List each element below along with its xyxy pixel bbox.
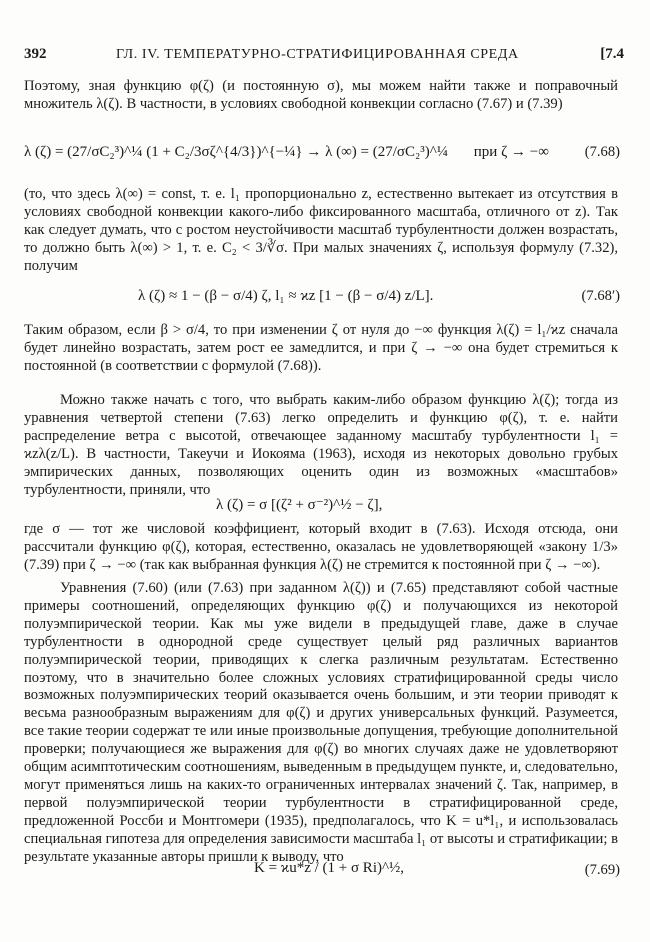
equation-7-68 <box>24 142 549 162</box>
equation-label-7-68-prime: (7.68′) <box>581 288 620 304</box>
equation-label-7-69: (7.69) <box>584 862 620 878</box>
chapter-title: ГЛ. IV. ТЕМПЕРАТУРНО-СТРАТИФИЦИРОВАННАЯ СРЕДА <box>116 47 519 62</box>
paragraph-6: Уравнения (7.60) (или (7.63) при заданном λ(ζ)) и (7.65) представляют собой частные примеры соотношений, определяющих функцию φ(ζ) и получающихся из некоторой полуэмпирической теории. Как мы уже видели в предыдущей главе, даже в случае турбулентности в однородной среде существует целый ряд различных вариантов полуэмпирической теории, приводящих к слегка различным результатам. Естественно поэтому, что в значительно более сложных условиях стратифицированной среды число возможных полуэмпирических теорий оказывается очень большим, и эти теории приводят к весьма разнообразным выражениям для φ(ζ) и других универсальных функций. Разумеется, все такие теории содержат те или иные произвольные допущения, требующие дополнительной проверки; получающиеся же выражения для φ(ζ) во многих случаях даже не удовлетворяют общим асимптотическим соотношениям, выведенным в предыдущем пункте, и, следовательно, могут применяться лишь на каких-то ограниченных интервалах значений ζ. Так, например, в первой полуэмпирической теории турбулентности в стратифицированной среде, предложенной Россби и Монтгомери (1935), предполагалось, что K = u*l₁, и использовалась специальная гипотеза для определения зависимости масштаба l₁ от высоты и стратификации; в результате указанные авторы пришли к выводу, что <box>24 580 618 865</box>
paragraph-1: Поэтому, зная функцию φ(ζ) (и постоянную σ), мы можем найти также и поправочный множитель λ(ζ). В частности, в условиях свободной конвекции согласно (7.67) и (7.39) <box>24 78 618 112</box>
page-number: 392 <box>24 46 47 62</box>
paragraph-5: где σ — тот же числовой коэффициент, который входит в (7.63). Исходя отсюда, они рассчитали функцию φ(ζ), которая, естественно, оказалась не удовлетворяющей «закону 1/3» (7.39) при ζ → −∞ (так как выбранная функция λ(ζ) не стремится к постоянной при ζ → −∞). <box>24 521 618 573</box>
equation-7-69: K = ϰu*z / (1 + σ Ri)^½, <box>254 860 405 876</box>
paragraph-4: Можно также начать с того, что выбрать каким-либо образом функцию λ(ζ); тогда из уравнения четвертой степени (7.63) легко определить и функцию φ(ζ), т. е. найти распределение ветра с высотой, отвечающее заданному масштабу турбулентности l₁ = ϰzλ(z/L). В частности, Такеучи и Иокояма (1963), исходя из некоторых довольно грубых эмпирических данных, позволяющих оценить один из возможных «масштабов» турбулентности, приняли, что <box>24 392 618 498</box>
equation-label-7-68: (7.68) <box>584 144 620 160</box>
paragraph-3: Таким образом, если β > σ/4, то при изменении ζ от нуля до −∞ функция λ(ζ) = l₁/ϰz сначала будет линейно возрастать, затем рост ее замедлится, и при ζ → −∞ она будет стремиться к постоянной (в соответствии с формулой (7.68)). <box>24 322 618 374</box>
running-header <box>24 46 624 68</box>
paragraph-2: (то, что здесь λ(∞) = const, т. е. l₁ пропорционально z, естественно вытекает из отсутствия в условиях свободной конвекции какого-либо фиксированного масштаба, отличного от z). Так как следует думать, что с ростом неустойчивости масштаб турбулентности должен возрастать, то должно быть λ(∞) > 1, т. е. C₂ < 3/∛σ. При малых значениях ζ, используя формулу (7.32), получим <box>24 186 618 274</box>
equation-7-68-body: λ (ζ) = (27/σC₂³)^¼ (1 + C₂/3σζ^{4/3})^{−¼} → λ (∞) = (27/σC₂³)^¼ <box>24 144 449 160</box>
equation-7-68-condition: при ζ → −∞ <box>473 144 549 160</box>
equation-7-68-prime: λ (ζ) ≈ 1 − (β − σ/4) ζ, l₁ ≈ ϰz [1 − (β − σ/4) z/L]. <box>138 288 434 304</box>
section-number: [7.4 <box>600 46 624 62</box>
equation-takeuchi: λ (ζ) = σ [(ζ² + σ⁻²)^½ − ζ], <box>216 497 383 513</box>
